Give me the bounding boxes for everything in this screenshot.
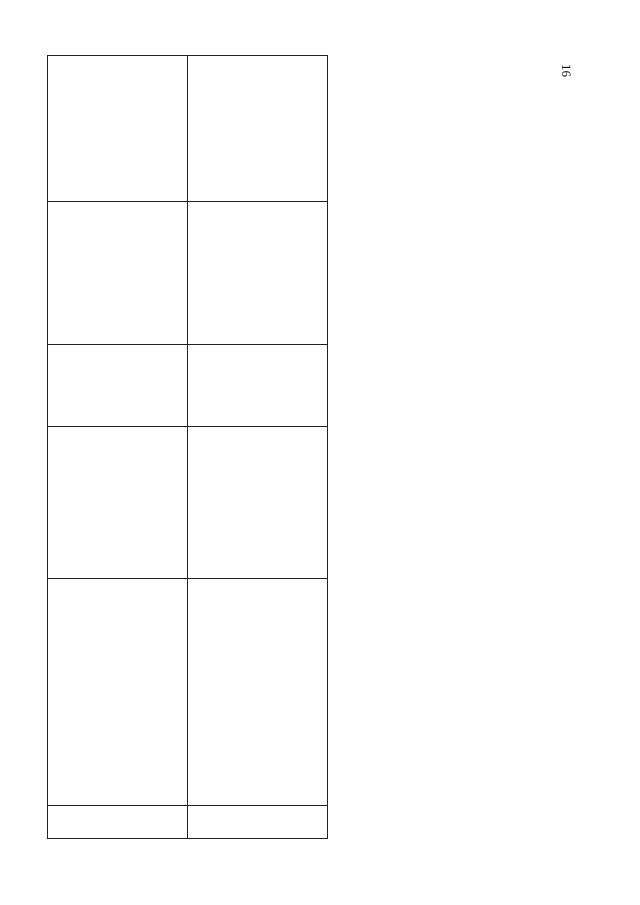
cell-number bbox=[48, 806, 188, 839]
table-row bbox=[48, 202, 328, 345]
cell-period bbox=[48, 345, 188, 427]
cell-executor bbox=[48, 427, 188, 579]
measures-table bbox=[47, 55, 328, 839]
table-row bbox=[48, 56, 328, 202]
cell-result bbox=[48, 56, 188, 202]
cell-indicator bbox=[188, 56, 328, 202]
cell-task bbox=[48, 579, 188, 806]
table-row bbox=[48, 806, 328, 839]
cell-task bbox=[188, 579, 328, 806]
page-number: 16 bbox=[559, 64, 574, 77]
cell-executor bbox=[188, 427, 328, 579]
cell-period bbox=[188, 345, 328, 427]
cell-number bbox=[188, 806, 328, 839]
table-row bbox=[48, 579, 328, 806]
table-row bbox=[48, 345, 328, 427]
cell-indicator bbox=[48, 202, 188, 345]
table-row bbox=[48, 427, 328, 579]
cell-indicator bbox=[188, 202, 328, 345]
